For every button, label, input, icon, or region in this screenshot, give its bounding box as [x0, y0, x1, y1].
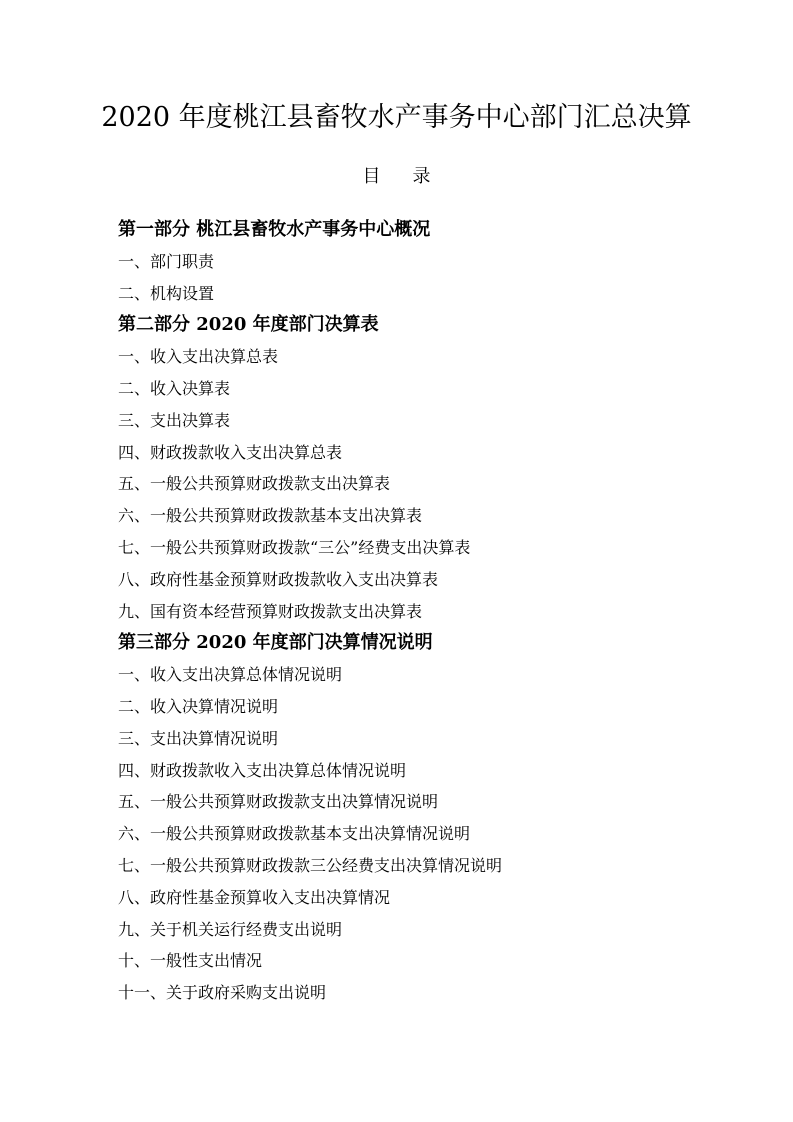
toc-entry: 五、一般公共预算财政拨款支出决算表 [118, 474, 391, 494]
toc-part-heading: 第二部分 2020 年度部门决算表 [118, 314, 379, 336]
toc-entry: 六、一般公共预算财政拨款基本支出决算情况说明 [118, 824, 471, 844]
toc-part-heading: 第三部分 2020 年度部门决算情况说明 [118, 632, 433, 654]
toc-entry: 五、一般公共预算财政拨款支出决算情况说明 [118, 792, 439, 812]
toc-entry: 二、机构设置 [118, 283, 215, 303]
toc-entry: 七、一般公共预算财政拨款三公经费支出决算情况说明 [118, 855, 503, 875]
toc-entry: 一、收入支出决算总体情况说明 [118, 665, 343, 685]
toc-heading: 目录 [362, 166, 463, 187]
toc-entry: 六、一般公共预算财政拨款基本支出决算表 [118, 506, 423, 526]
page-title: 2020 年度桃江县畜牧水产事务中心部门汇总决算 [101, 102, 692, 133]
toc-entry: 一、部门职责 [118, 251, 215, 271]
toc-entry: 三、支出决算表 [118, 410, 231, 430]
table-of-contents [118, 214, 758, 1009]
toc-entry: 三、支出决算情况说明 [118, 728, 279, 748]
toc-entry: 二、收入决算情况说明 [118, 696, 279, 716]
toc-entry: 四、财政拨款收入支出决算总表 [118, 442, 343, 462]
toc-entry: 八、政府性基金预算收入支出决算情况 [118, 887, 391, 907]
toc-entry: 一、收入支出决算总表 [118, 347, 279, 367]
toc-entry: 二、收入决算表 [118, 378, 231, 398]
toc-entry: 九、关于机关运行经费支出说明 [118, 919, 343, 939]
toc-part-heading: 第一部分 桃江县畜牧水产事务中心概况 [118, 219, 431, 240]
toc-entry: 八、政府性基金预算财政拨款收入支出决算表 [118, 569, 439, 589]
toc-entry: 七、一般公共预算财政拨款“三公”经费支出决算表 [118, 537, 471, 557]
toc-entry: 四、财政拨款收入支出决算总体情况说明 [118, 760, 407, 780]
toc-entry: 九、国有资本经营预算财政拨款支出决算表 [118, 601, 423, 621]
toc-entry: 十、一般性支出情况 [118, 951, 263, 971]
toc-entry: 十一、关于政府采购支出说明 [118, 983, 327, 1003]
